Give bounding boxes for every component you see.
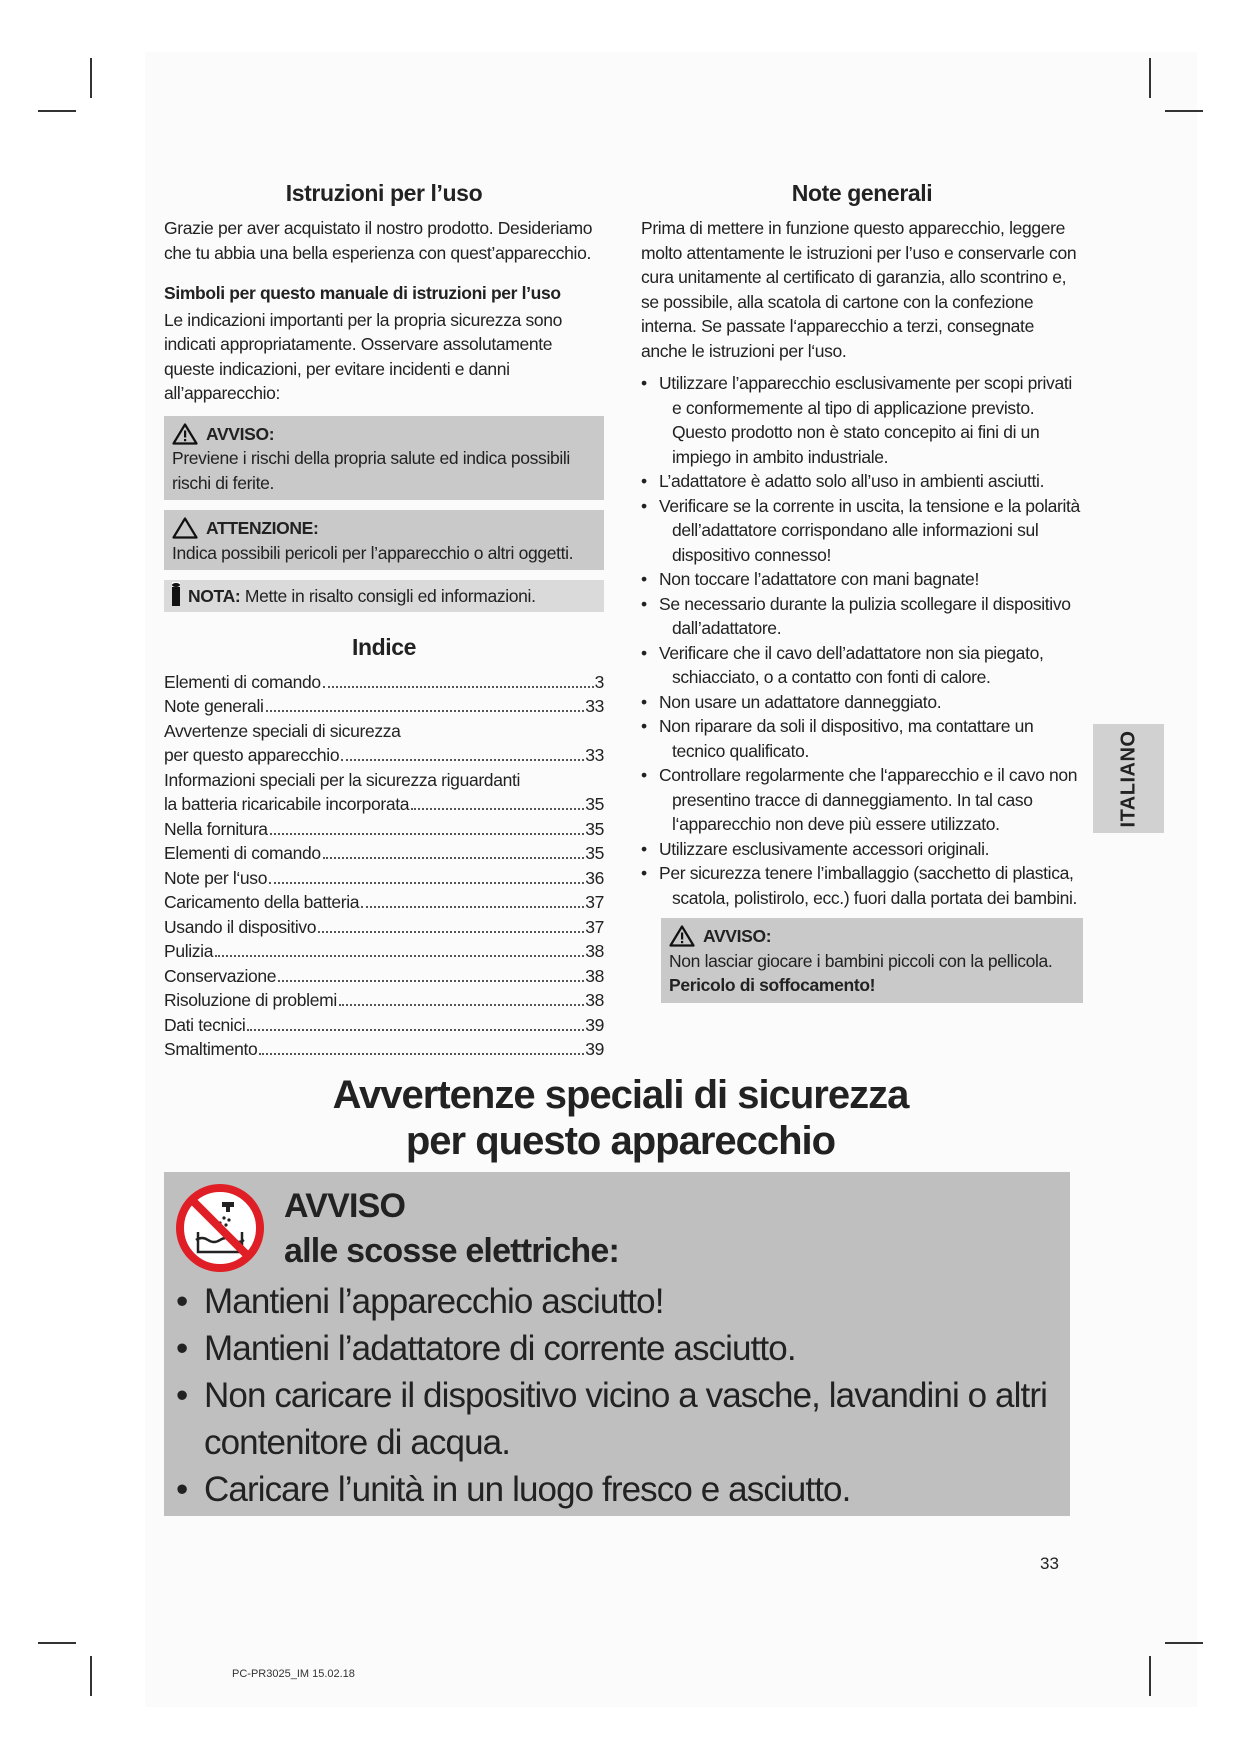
left-column xyxy=(164,178,604,1062)
language-tab-label: ITALIANO xyxy=(1117,730,1139,827)
toc-entry[interactable]: Note generali 33 xyxy=(164,696,604,716)
intro-text: Grazie per aver acquistato il nostro prodotto. Desideriamo che tu abbia una bella esperienza con quest’apparecchio. xyxy=(164,218,593,263)
warning-label: AVVISO: xyxy=(703,926,772,946)
note-label: NOTA: xyxy=(188,586,241,606)
page-number: 33 xyxy=(1040,1554,1059,1573)
list-item: • Per sicurezza tenere l’imballaggio (sacchetto di plastica, scatola, polistirolo, ecc.) fuori dalla portata dei bambini. xyxy=(641,861,1083,910)
crop-mark xyxy=(1149,1656,1151,1696)
list-item: • Non riparare da soli il dispositivo, ma contattare un tecnico qualificato. xyxy=(641,714,1083,763)
crop-mark xyxy=(38,110,76,112)
caution-label: ATTENZIONE: xyxy=(206,518,319,538)
list-item: • Caricare l’unità in un luogo fresco e asciutto. xyxy=(174,1466,1054,1513)
electric-shock-warning-box xyxy=(164,1172,1070,1516)
list-item: • Utilizzare esclusivamente accessori originali. xyxy=(641,837,1083,862)
no-water-prohibition-icon xyxy=(174,1182,266,1274)
warning-heading-line2: alle scosse elettriche: xyxy=(284,1232,620,1270)
footer-document-code: PC-PR3025_IM 15.02.18 xyxy=(232,1668,355,1680)
list-item: • Verificare che il cavo dell’adattatore non sia piegato, schiacciato, o a contatto con fonti di calore. xyxy=(641,641,1083,690)
warning-text: Non lasciar giocare i bambini piccoli con la pellicola. xyxy=(669,950,1053,971)
note-box xyxy=(164,580,604,612)
info-icon xyxy=(172,584,180,606)
crop-mark xyxy=(1165,1642,1203,1644)
toc-entry[interactable]: per questo apparecchio 33 xyxy=(164,745,604,765)
instructions-title: Istruzioni per l’uso xyxy=(285,180,483,206)
safety-list xyxy=(174,1278,1054,1513)
safety-title-line2: per questo apparecchio xyxy=(405,1119,836,1163)
toc-entry[interactable]: Note per l‘uso 36 xyxy=(164,867,604,888)
list-item: • Mantieni l’adattatore di corrente asciutto. xyxy=(174,1325,1054,1372)
crop-mark xyxy=(1149,58,1151,98)
caution-box xyxy=(164,510,604,570)
toc-entry[interactable]: Nella fornitura 35 xyxy=(164,818,604,839)
general-notes-intro: Prima di mettere in funzione questo apparecchio, leggere molto attentamente le istruzioni per l’uso e conservarle con cura unitamente al certificato di garanzia, allo scontrino e, se possibile, alla scatola di cartone con la confezione interna. Se passate l‘apparecchio a terzi, consegnate anche le istruzioni per l‘uso. xyxy=(641,218,1077,361)
index-title: Indice xyxy=(351,633,417,660)
crop-mark xyxy=(90,1656,92,1696)
safety-title xyxy=(0,1072,1241,1164)
list-item: • Se necessario durante la pulizia scollegare il dispositivo dall’adattatore. xyxy=(641,592,1083,641)
list-item: • Controllare regolarmente che l‘apparecchio e il cavo non presentino tracce di danneggiamento. In tal caso l‘apparecchio non deve più essere utilizzato. xyxy=(641,763,1083,837)
list-item: • Verificare se la corrente in uscita, la tensione e la polarità dell’adattatore corrispondano alle informazioni sul dispositivo connesso! xyxy=(641,494,1083,568)
language-tab xyxy=(1093,724,1164,833)
list-item: • Non usare un adattatore danneggiato. xyxy=(641,690,1083,715)
toc-entry[interactable]: Pulizia 38 xyxy=(164,941,604,961)
toc-entry[interactable]: Smaltimento 39 xyxy=(164,1039,604,1059)
list-item: • Non toccare l’adattatore con mani bagnate! xyxy=(641,567,1083,592)
note-text: Mette in risalto consigli ed informazioni. xyxy=(244,586,536,606)
general-notes-title: Note generali xyxy=(791,180,933,206)
toc-entry[interactable]: Informazioni speciali per la sicurezza riguardanti xyxy=(164,769,521,790)
list-item: • Mantieni l’apparecchio asciutto! xyxy=(174,1278,1054,1325)
list-item: • Utilizzare l’apparecchio esclusivamente per scopi privati e conformemente al tipo di applicazione previsto. Questo prodotto non è stato concepito ai fini di un impiego in ambito industriale. xyxy=(641,371,1083,469)
crop-mark xyxy=(38,1642,76,1644)
crop-mark xyxy=(1165,110,1203,112)
toc-entry[interactable]: Usando il dispositivo 37 xyxy=(164,916,604,937)
list-item: • L’adattatore è adatto solo all’uso in ambienti asciutti. xyxy=(641,469,1083,494)
symbols-heading: Simboli per questo manuale di istruzioni per l’uso xyxy=(164,283,561,303)
toc-entry[interactable]: Dati tecnici 39 xyxy=(164,1014,604,1035)
caution-text: Indica possibili pericoli per l’apparecchio o altri oggetti. xyxy=(172,542,574,563)
safety-title-line1: Avvertenze speciali di sicurezza xyxy=(332,1073,909,1117)
toc-entry[interactable]: Conservazione 38 xyxy=(164,965,604,986)
toc-entry[interactable]: Elementi di comando 3 xyxy=(164,671,604,692)
right-column xyxy=(641,178,1083,1003)
crop-mark xyxy=(90,58,92,98)
warning-triangle-icon xyxy=(669,925,695,947)
list-item: • Non caricare il dispositivo vicino a vasche, lavandini o altri contenitore di acqua. xyxy=(174,1372,1054,1466)
table-of-contents xyxy=(164,670,604,1062)
warning-heading-line1: AVVISO xyxy=(284,1187,406,1225)
suffocation-warning-box xyxy=(661,918,1083,1003)
toc-entry[interactable]: Avvertenze speciali di sicurezza xyxy=(164,720,401,741)
warning-text: Previene i rischi della propria salute ed indica possibili rischi di ferite. xyxy=(172,448,570,493)
general-notes-list xyxy=(641,371,1083,910)
symbols-text: Le indicazioni importanti per la propria sicurezza sono indicati appropriatamente. Osservare assolutamente queste indicazioni, per evitare incidenti e danni all’apparecchio: xyxy=(164,309,563,403)
warning-triangle-icon xyxy=(172,423,198,445)
warning-label: AVVISO: xyxy=(206,423,275,444)
toc-entry[interactable]: Elementi di comando 35 xyxy=(164,843,604,863)
electric-shock-heading xyxy=(284,1184,619,1274)
warning-box xyxy=(164,416,604,501)
toc-entry[interactable]: Caricamento della batteria 37 xyxy=(164,892,604,912)
toc-entry[interactable]: Risoluzione di problemi 38 xyxy=(164,990,604,1010)
toc-entry[interactable]: la batteria ricaricabile incorporata 35 xyxy=(164,794,604,814)
warning-emphasis: Pericolo di soffocamento! xyxy=(669,975,876,995)
caution-triangle-icon xyxy=(172,517,198,539)
